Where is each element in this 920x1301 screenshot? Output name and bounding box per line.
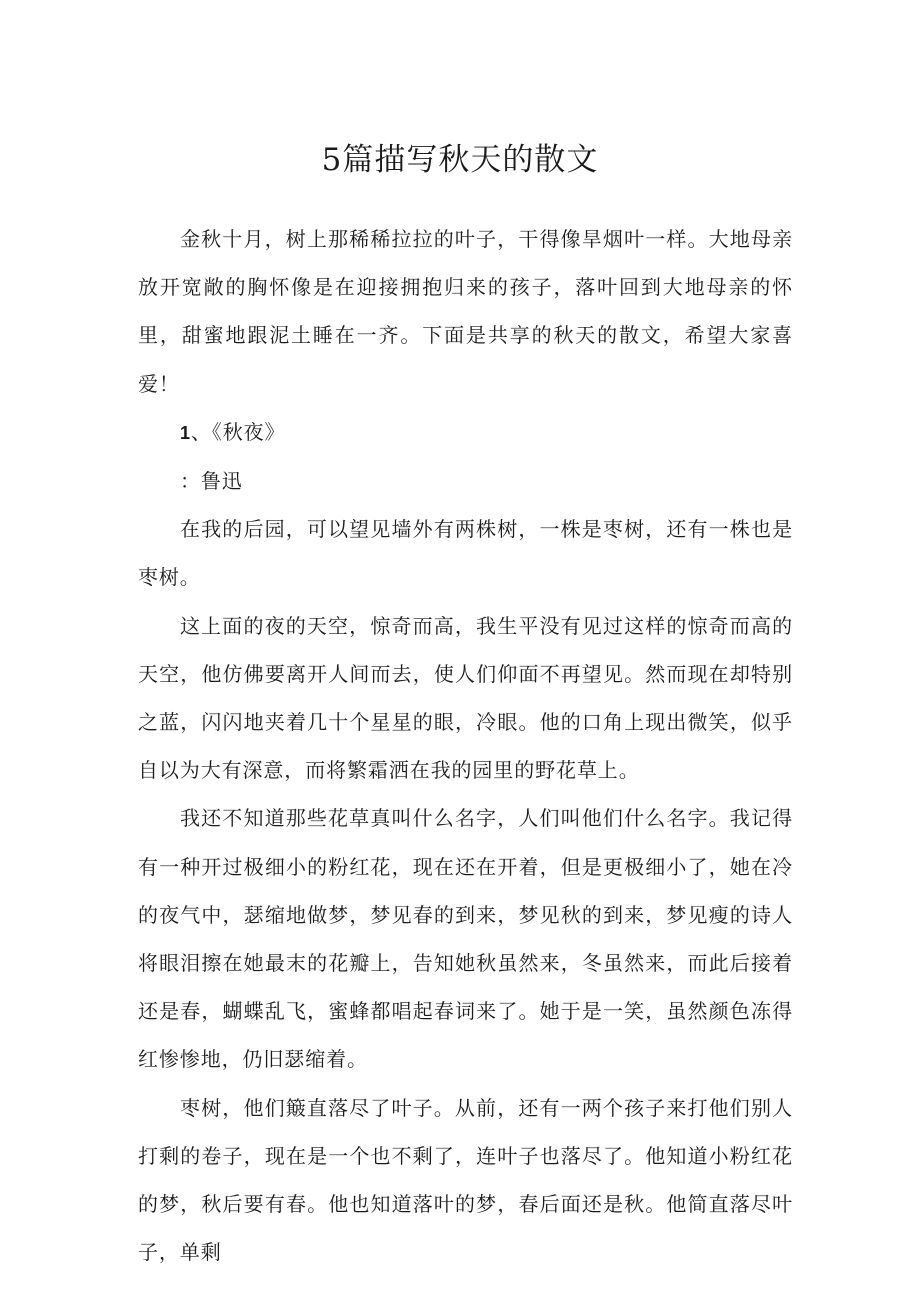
body-paragraph-2: 这上面的夜的天空，惊奇而高，我生平没有见过这样的惊奇而高的天空，他仿佛要离开人间而去，使人们仰面不再望见。然而现在却特别之蓝，闪闪地夹着几十个星星的眼，冷眼。他的口角上现出微笑，似乎自以为大有深意，而将繁霜洒在我的园里的野花草上。 bbox=[138, 613, 793, 783]
section-heading bbox=[138, 408, 793, 457]
section-title: 《秋夜》 bbox=[211, 419, 286, 444]
document-title: 5篇描写秋天的散文 bbox=[321, 142, 599, 178]
document-body bbox=[138, 215, 793, 1276]
section-separator: 、 bbox=[190, 419, 212, 444]
body-paragraph-1: 在我的后园，可以望见墙外有两株树，一株是枣树，还有一株也是枣树。 bbox=[138, 517, 793, 590]
section-number: 1 bbox=[180, 422, 191, 443]
author-line: ：鲁迅 bbox=[180, 469, 243, 494]
body-paragraph-3: 我还不知道那些花草真叫什么名字，人们叫他们什么名字。我记得有一种开过极细小的粉红花，现在还在开着，但是更极细小了，她在冷的夜气中，瑟缩地做梦，梦见春的到来，梦见秋的到来，梦见瘦的诗人将眼泪擦在她最末的花瓣上，告知她秋虽然来，冬虽然来，而此后接着还是春，蝴蝶乱飞，蜜蜂都唱起春词来了。她于是一笑，虽然颜色冻得红惨惨地，仍旧瑟缩着。 bbox=[138, 806, 793, 1072]
intro-paragraph: 金秋十月，树上那稀稀拉拉的叶子，干得像旱烟叶一样。大地母亲放开宽敞的胸怀像是在迎接拥抱归来的孩子，落叶回到大地母亲的怀里，甜蜜地跟泥土睡在一齐。下面是共享的秋天的散文，希望大家喜爱！ bbox=[138, 227, 793, 396]
body-paragraph-4: 枣树，他们簸直落尽了叶子。从前，还有一两个孩子来打他们别人打剩的卷子，现在是一个也不剩了，连叶子也落尽了。他知道小粉红花的梦，秋后要有春。他也知道落叶的梦，春后面还是秋。他简直落尽叶子，单剩 bbox=[138, 1095, 793, 1265]
